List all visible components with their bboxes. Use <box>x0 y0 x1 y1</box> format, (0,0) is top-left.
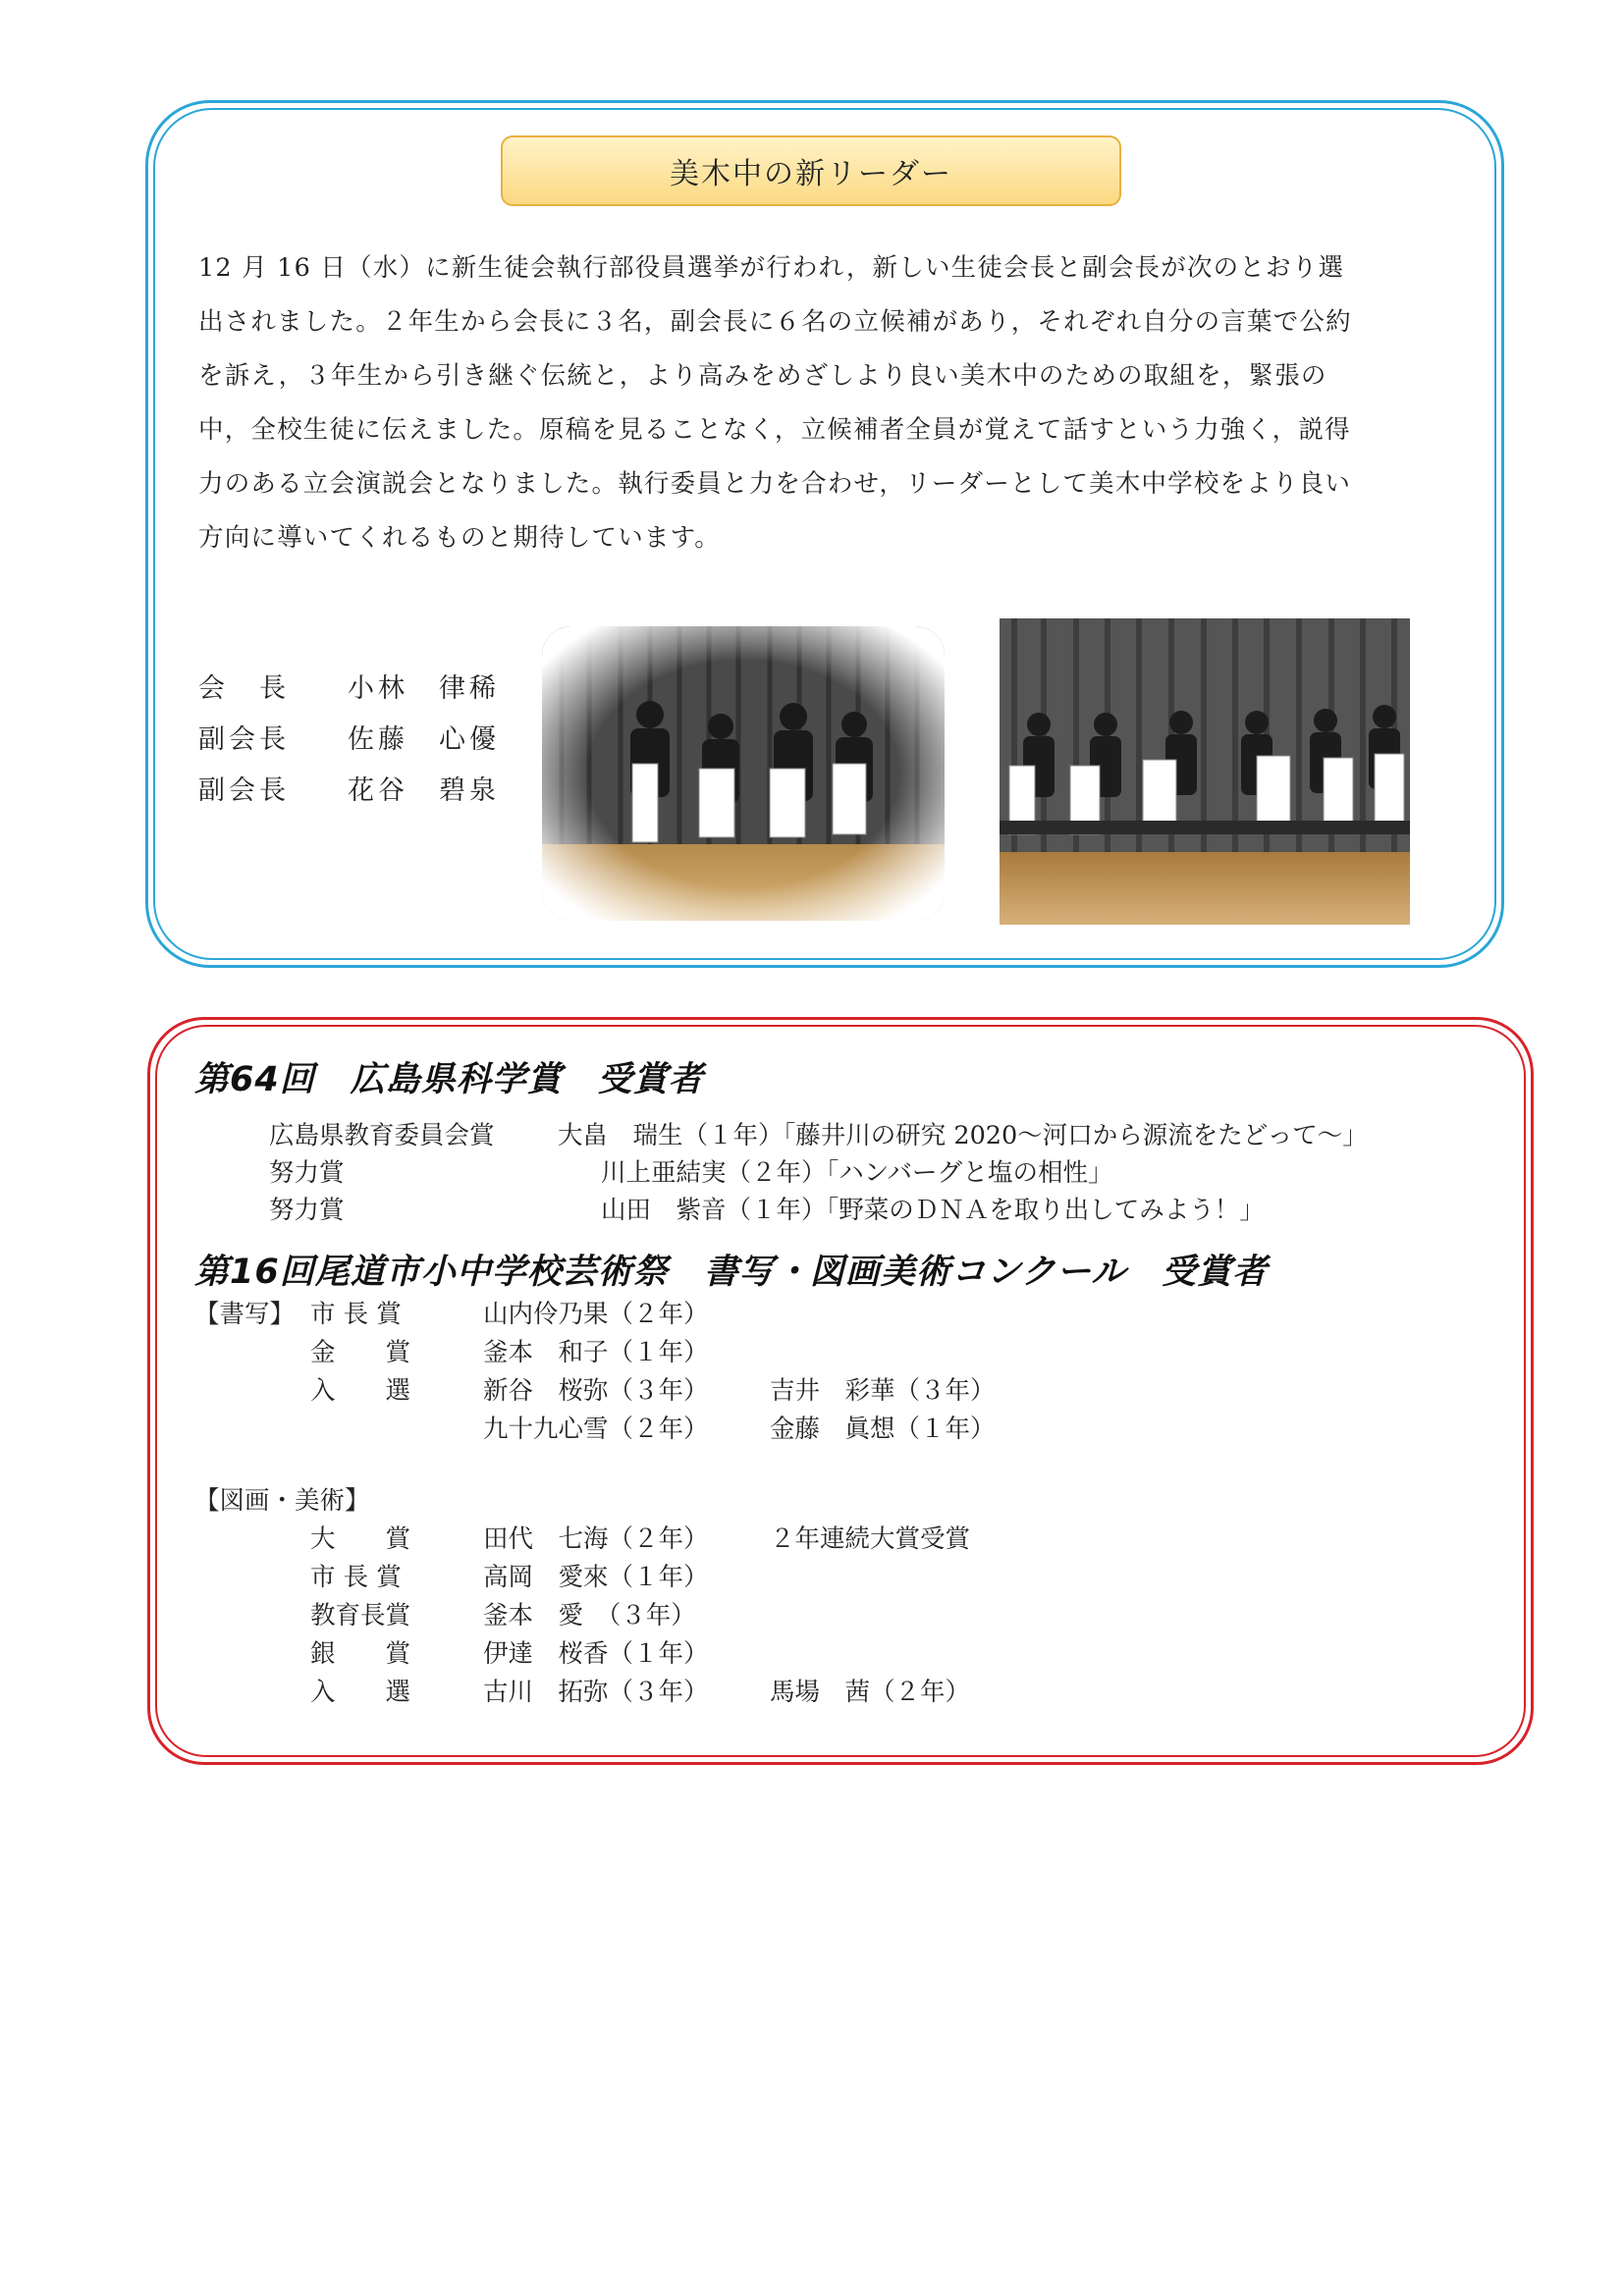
officer-name: 花谷 碧泉 <box>348 775 500 806</box>
zuga-category-row <box>194 1482 996 1521</box>
category-label: 【図画・美術】 <box>194 1486 370 1516</box>
art-award-list <box>194 1296 996 1712</box>
winner-name: 金藤 眞想（１年） <box>770 1415 996 1444</box>
officer-list <box>198 664 500 817</box>
officer-role: 副会長 <box>198 775 290 806</box>
zuga-row <box>194 1521 996 1559</box>
leaders-title: 美木中の新リーダー <box>501 135 1121 206</box>
category-label: 【書写】 <box>194 1300 296 1329</box>
award-detail: 大畠 瑞生（１年）「藤井川の研究 2020～河口から源流をたどって～」 <box>558 1121 1368 1150</box>
science-award-list <box>269 1117 1368 1229</box>
award-detail: 山田 紫音（１年）「野菜のＤＮＡを取り出してみよう！」 <box>601 1196 1265 1225</box>
award-name: 大 賞 <box>310 1524 411 1554</box>
award-name: 広島県教育委員会賞 <box>269 1121 495 1150</box>
award-detail: 川上亜結実（２年）「ハンバーグと塩の相性」 <box>601 1158 1113 1188</box>
award-name: 努力賞 <box>269 1196 345 1225</box>
paragraph-line: 力のある立会演説会となりました。執行委員と力を合わせ，リーダーとして美木中学校をより良い <box>198 469 1352 499</box>
award-name: 市 長 賞 <box>310 1563 402 1592</box>
science-award-row <box>269 1117 1368 1154</box>
winner-name: 田代 七海（２年） <box>483 1524 709 1554</box>
winner-name: 釜本 愛 （３年） <box>483 1601 696 1630</box>
award-name: 市 長 賞 <box>310 1300 402 1329</box>
zuga-row <box>194 1635 996 1674</box>
officer-role: 副会長 <box>198 724 290 755</box>
leaders-paragraph <box>198 241 1471 565</box>
art-award-heading: 第16回尾道市小中学校芸術祭 書写・図画美術コンクール 受賞者 <box>194 1253 1269 1292</box>
winner-name: 伊達 桜香（１年） <box>483 1639 709 1669</box>
shosha-row <box>194 1372 996 1411</box>
officer-row <box>198 664 500 715</box>
officer-role: 会 長 <box>198 673 290 704</box>
shosha-row <box>194 1334 996 1372</box>
zuga-row <box>194 1559 996 1597</box>
stage-photo-2-image <box>1000 618 1410 925</box>
officer-name: 佐藤 心優 <box>348 724 500 755</box>
award-name: 入 選 <box>310 1376 411 1406</box>
officer-row <box>198 766 500 817</box>
winner-name: 釜本 和子（１年） <box>483 1338 709 1367</box>
award-note: ２年連続大賞受賞 <box>770 1524 971 1554</box>
winner-name: 山内伶乃果（２年） <box>483 1300 709 1329</box>
winner-name: 馬場 茜（２年） <box>770 1678 971 1707</box>
award-name: 努力賞 <box>269 1158 345 1188</box>
science-award-row <box>269 1192 1368 1229</box>
award-name: 入 選 <box>310 1678 411 1707</box>
paragraph-line: を訴え，３年生から引き継ぐ伝統と，より高みをめざしより良い美木中のための取組を，緊張の <box>198 361 1327 391</box>
science-award-heading: 第64回 広島県科学賞 受賞者 <box>194 1060 704 1099</box>
award-name <box>310 1411 483 1449</box>
officer-name: 小林 律稀 <box>348 673 500 704</box>
award-name: 銀 賞 <box>310 1639 411 1669</box>
winner-name: 高岡 愛來（１年） <box>483 1563 709 1592</box>
candidates-photo-2 <box>1000 618 1410 925</box>
winner-name: 新谷 桜弥（３年） <box>483 1376 709 1406</box>
stage-photo-1-image <box>542 626 945 921</box>
officer-row <box>198 715 500 766</box>
award-name: 教育長賞 <box>310 1601 411 1630</box>
science-award-row <box>269 1154 1368 1192</box>
winner-name: 吉井 彩華（３年） <box>770 1376 996 1406</box>
shosha-row <box>194 1411 996 1449</box>
candidates-photo-1 <box>542 626 945 921</box>
paragraph-line: 12 月 16 日（水）に新生徒会執行部役員選挙が行われ，新しい生徒会長と副会長が次のとおり選 <box>198 253 1345 283</box>
paragraph-line: 中，全校生徒に伝えました。原稿を見ることなく，立候補者全員が覚えて話すという力強く，説得 <box>198 415 1351 445</box>
award-name: 金 賞 <box>310 1338 411 1367</box>
paragraph-line: 方向に導いてくれるものと期待しています。 <box>198 523 721 553</box>
winner-name: 古川 拓弥（３年） <box>483 1678 709 1707</box>
shosha-row <box>194 1296 996 1334</box>
zuga-row <box>194 1674 996 1712</box>
winner-name: 九十九心雪（２年） <box>483 1415 709 1444</box>
paragraph-line: 出されました。２年生から会長に３名，副会長に６名の立候補があり，それぞれ自分の言葉で公約 <box>198 307 1352 337</box>
zuga-row <box>194 1597 996 1635</box>
